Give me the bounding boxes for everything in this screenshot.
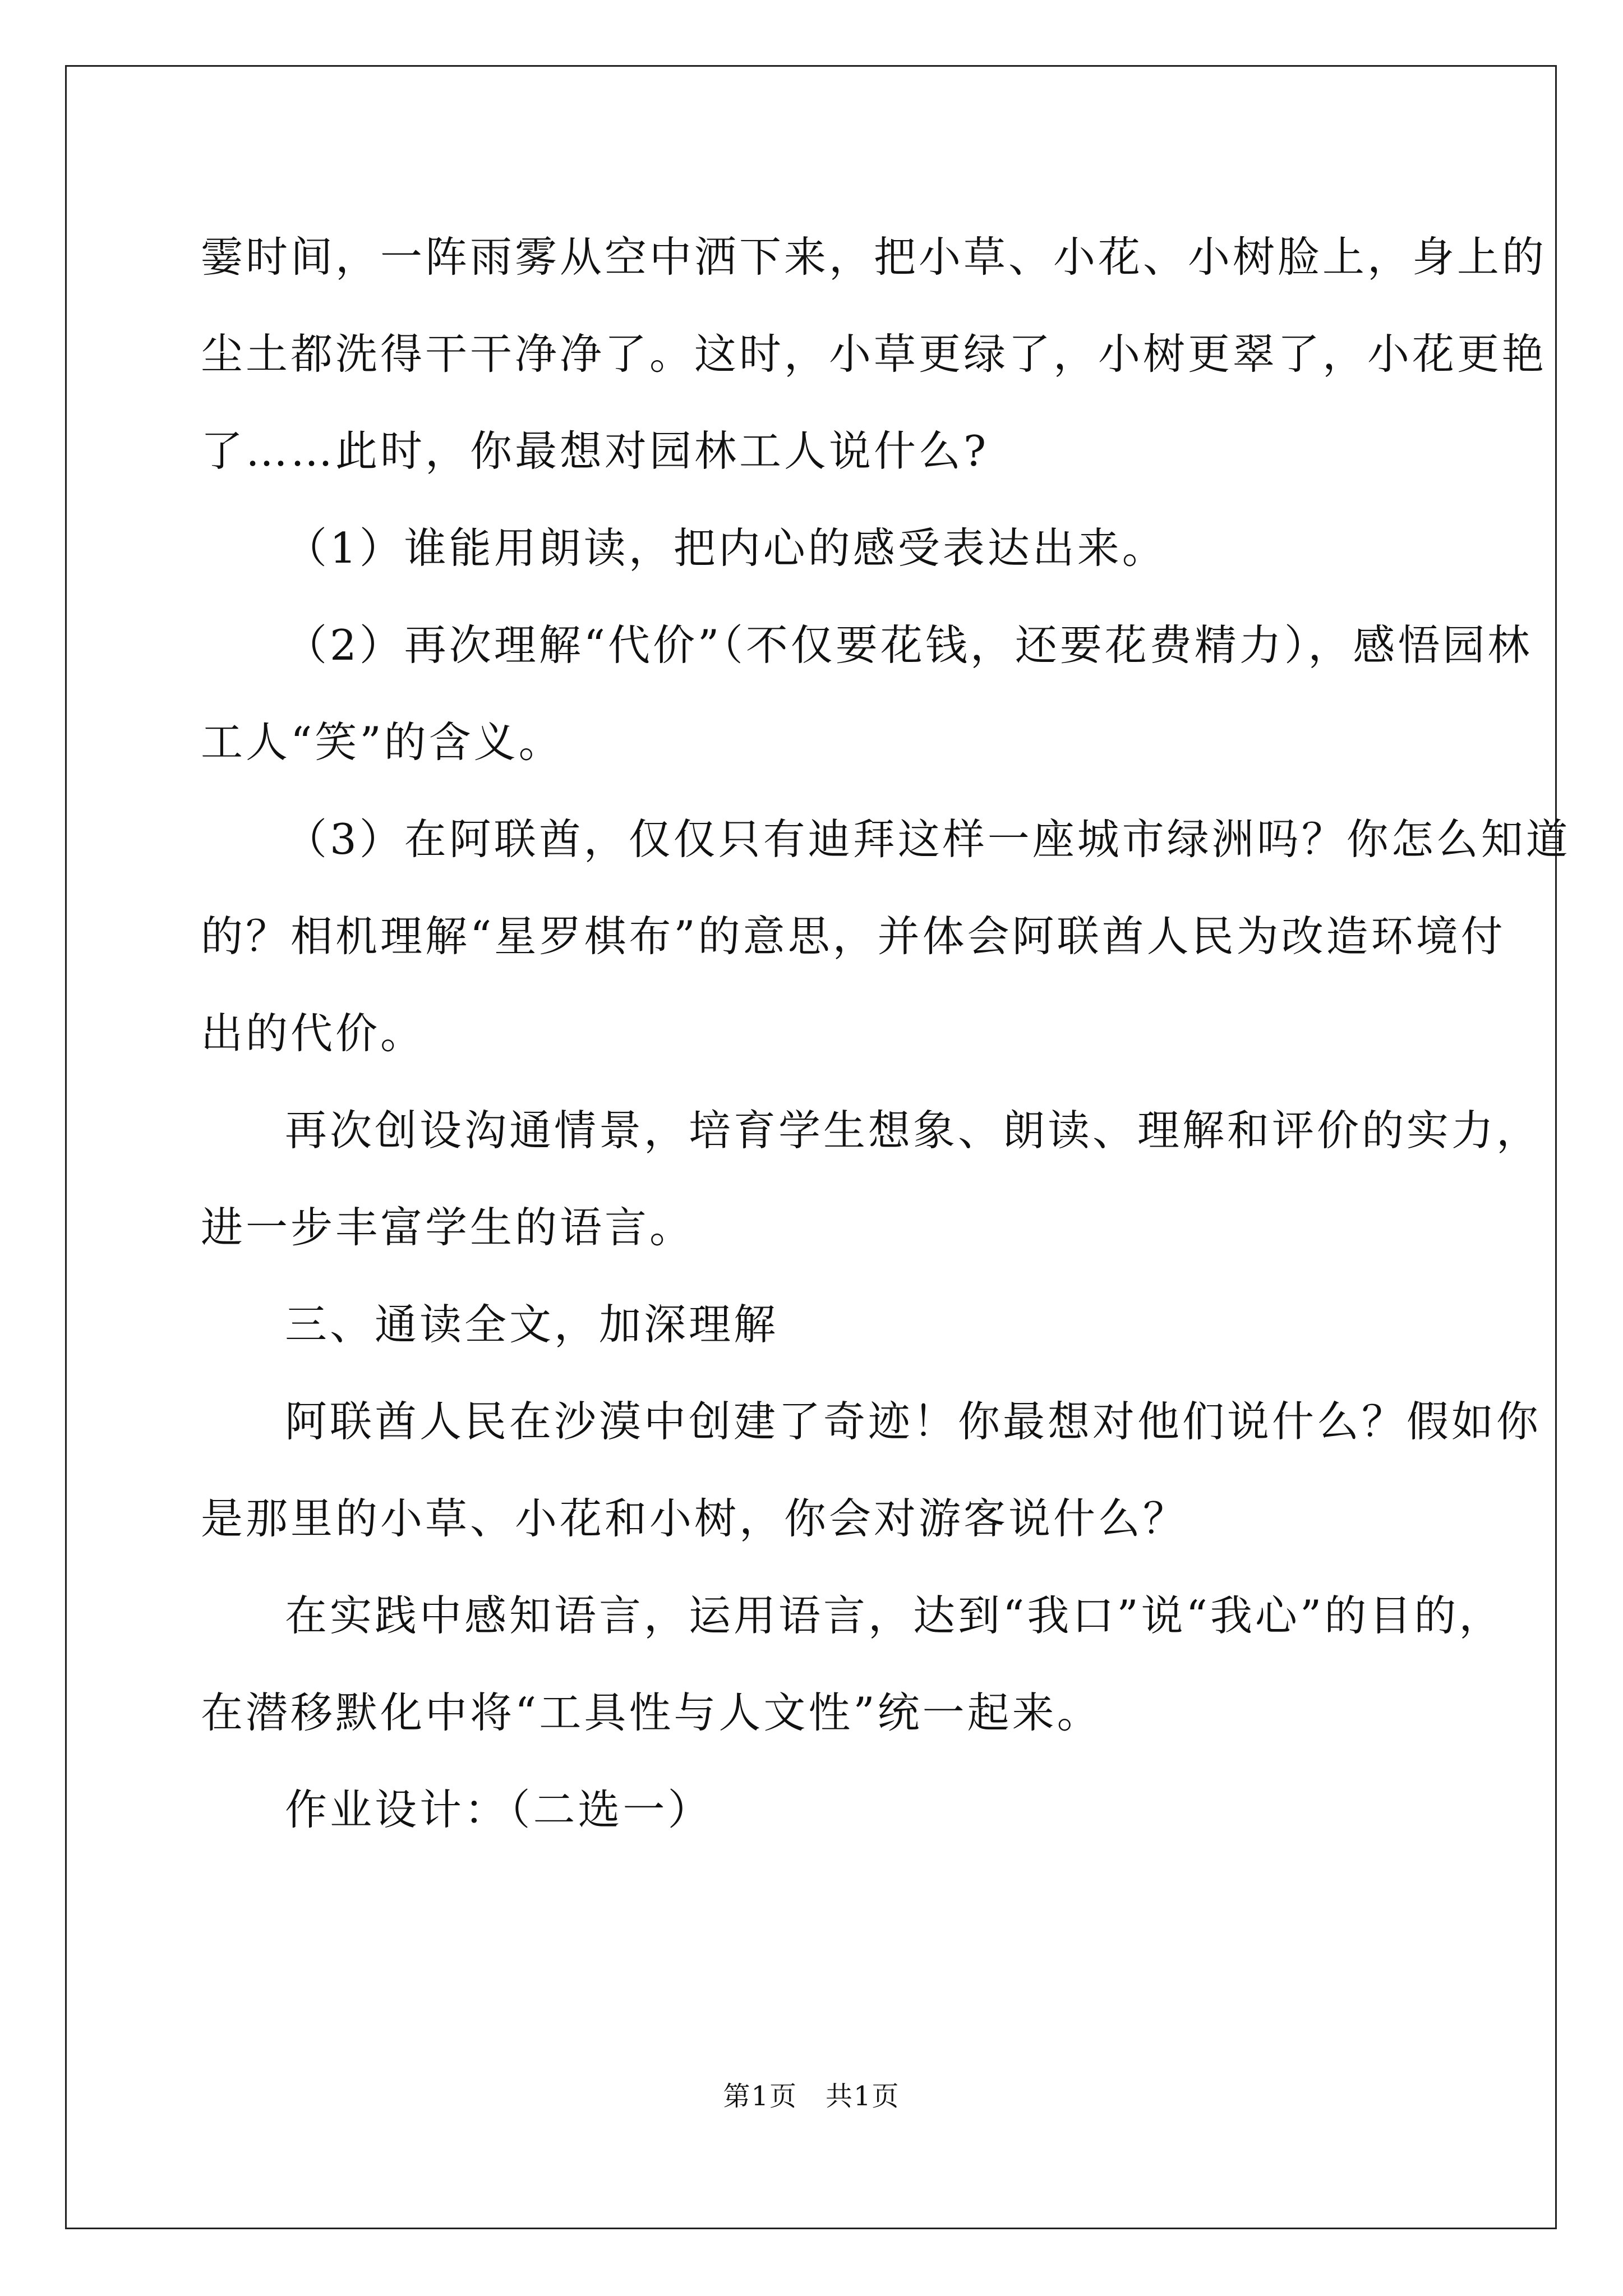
text-line: 的？相机理解“星罗棋布”的意思，并体会阿联酋人民为改造环境付	[201, 912, 1506, 961]
page-number-current: 第1页	[723, 2081, 797, 2112]
text-line: 再次创设沟通情景，培育学生想象、朗读、理解和评价的实力，	[285, 1106, 1542, 1155]
text-line: 是那里的小草、小花和小树，你会对游客说什么？	[201, 1494, 1188, 1543]
text-line: （1）谁能用朗读，把内心的感受表达出来。	[285, 523, 1167, 573]
paragraph-7	[201, 1373, 1542, 1567]
text-line: 作业设计：（二选一）	[285, 1785, 713, 1834]
text-line: 在潜移默化中将“工具性与人文性”统一起来。	[201, 1688, 1102, 1737]
page-number-total: 共1页	[826, 2081, 900, 2112]
text-line: 三、通读全文，加深理解	[285, 1300, 779, 1349]
text-line: 在实践中感知语言，运用语言，达到“我口”说“我心”的目的，	[285, 1591, 1504, 1640]
text-line: 阿联酋人民在沙漠中创建了奇迹！你最想对他们说什么？假如你	[285, 1397, 1542, 1446]
paragraph-4	[201, 791, 1571, 1082]
paragraph-8	[201, 1567, 1504, 1761]
paragraph-2	[201, 500, 1440, 597]
text-line: （3）在阿联酋，仅仅只有迪拜这样一座城市绿洲吗？你怎么知道	[285, 815, 1571, 864]
paragraph-1	[201, 209, 1547, 500]
text-line: 进一步丰富学生的语言。	[201, 1203, 695, 1252]
section-heading	[201, 1276, 1440, 1373]
text-line: 出的代价。	[201, 1009, 426, 1058]
paragraph-5	[201, 1082, 1542, 1276]
paragraph-3	[201, 597, 1533, 791]
page-footer	[0, 2074, 1623, 2113]
text-line: 尘土都洗得干干净净了。这时，小草更绿了，小树更翠了，小花更艳	[201, 329, 1547, 379]
paragraph-9	[201, 1761, 1440, 1858]
text-line: 霎时间，一阵雨雾从空中洒下来，把小草、小花、小树脸上，身上的	[201, 232, 1547, 282]
document-body	[201, 209, 1571, 1858]
text-line: 了……此时，你最想对园林工人说什么?	[201, 426, 989, 476]
text-line: （2）再次理解“代价”（不仅要花钱，还要花费精力），感悟园林	[285, 620, 1533, 670]
text-line: 工人“笑”的含义。	[201, 717, 564, 767]
